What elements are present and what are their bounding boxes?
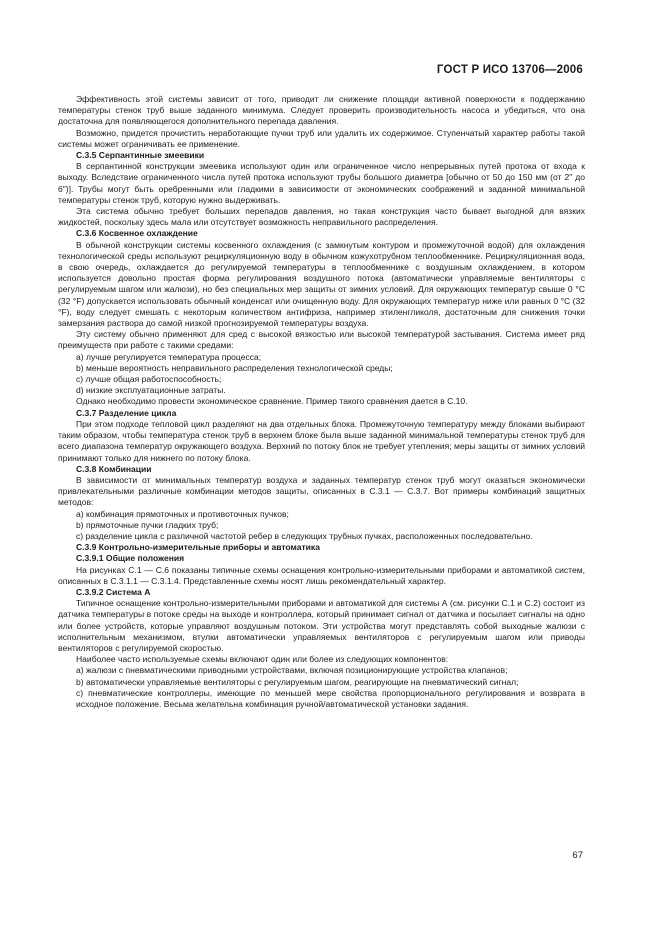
paragraph: При этом подходе тепловой цикл разделяют на два отдельных блока. Промежуточную температуру между блоками выбирают таким образом, чтобы температура стенок труб в верхнем блоке была выше заданной минимальной температуры стенок труб для всего диапазона температур окружающего воздуха. Верхний по потоку блок не требует утепления; меры защиты от зимних условий принимают только для нижнего по потоку блока.: [58, 418, 585, 463]
list-item: c) пневматические контроллеры, имеющие по меньшей мере свойства пропорционального регулирования и возврата в исходное положение. Весьма желательна комбинация ручной/автоматической установки задания.: [76, 687, 585, 709]
section-heading-c391: С.3.9.1 Общие положения: [76, 553, 185, 564]
section-heading-c36: С.3.6 Косвенное охлаждение: [76, 228, 198, 239]
list-item: a) лучше регулируется температура процесса;: [76, 351, 262, 362]
list-item: b) прямоточные пучки гладких труб;: [76, 519, 219, 530]
list-item: b) автоматически управляемые вентиляторы с регулируемым шагом, реагирующие на пневматический сигнал;: [76, 676, 519, 687]
section-heading-c38: С.3.8 Комбинации: [76, 463, 152, 474]
paragraph: Эту систему обычно применяют для сред с высокой вязкостью или высокой температурой застывания. Система имеет ряд преимуществ при работе с такими средами:: [58, 329, 585, 351]
paragraph: В серпантинной конструкции змеевика используют один или ограниченное число непрерывных путей протока от входа к выходу. Вследствие ограниченного числа путей протока используют трубы большого диаметра [обычно от 50 до 150 мм (от 2" до 6")]. Трубы могут быть оребренными или гладкими в зависимости от экономических соображений и заданной минимальной температуры стенок труб, которую нужно выдерживать.: [58, 161, 585, 205]
list-item: a) жалюзи с пневматическими приводными устройствами, включая позиционирующие устройства клапанов;: [76, 665, 508, 676]
standard-header: ГОСТ Р ИСО 13706—2006: [436, 64, 583, 76]
paragraph: На рисунках С.1 — С.6 показаны типичные схемы оснащения контрольно-измерительными приборами и автоматикой систем, описанных в С.3.1.1 — С.3.1.4. Представленные схемы носят лишь рекомендательный характер.: [58, 564, 585, 586]
page-number: 67: [572, 850, 583, 861]
paragraph: Типичное оснащение контрольно-измерительными приборами и автоматикой для системы А (см. рисунки С.1 и С.2) состоит из датчика температуры в потоке среды на выходе и контроллера, который принимает сигнал от датчика и посылает сигналы на одно или более устройств, которые управляют воздушным потоком. Эти устройства могут представлять собой выходные жалюзи с исполнительным механизмом, втулки автоматически управляемых вентиляторов с регулируемым шагом или приводы вентиляторов с регулируемой скоростью.: [58, 598, 585, 653]
section-heading-c35: С.3.5 Серпантинные змеевики: [76, 150, 205, 161]
paragraph: Эта система обычно требует больших перепадов давления, но такая конструкция часто бывает выгодной для вязких жидкостей, поскольку здесь мала или отсутствует возможность неправильного распределения.: [58, 206, 585, 228]
paragraph: Наиболее часто используемые схемы включают один или более из следующих компонентов:: [76, 654, 449, 665]
list-item: a) комбинация прямоточных и противоточных пучков;: [76, 508, 289, 519]
paragraph: Эффективность этой системы зависит от того, приводит ли снижение площади активной поверхности к поддержанию температуры стенок труб выше заданного минимума. Следует проверить производительность насоса и убедиться, что она достаточна для появляющегося дополнительного перепада давления.: [58, 94, 585, 127]
document-body: [58, 94, 585, 710]
paragraph: Возможно, придется прочистить неработающие пучки труб или удалить их содержимое. Ступенчатый характер работы такой системы может ограничивать ее применение.: [58, 127, 585, 149]
list-item: c) лучше общая работоспособность;: [76, 374, 222, 385]
paragraph: В обычной конструкции системы косвенного охлаждения (с замкнутым контуром и промежуточной водой) для охлаждения технологической среды используют рециркуляционную воду в обычном кожухотрубном теплообменнике. Рециркуляционная вода, в свою очередь, охлаждается до регулируемой температуры в теплообменнике с воздушным охлаждением, в котором используется довольно простая форма регулирования воздушного потока (автоматически управляемые вентиляторы с регулируемым шагом или жалюзи), но без специальных мер защиты от зимних условий. Для окружающих температур свыше 0 °С (32 °F) допускается использовать обычный конденсат или очищенную воду. Для окружающих температур ниже или равных 0 °С (32 °F), воду следует смешать с некоторым количеством антифриза, например этиленгликоля, достаточным для снижения точки замерзания раствора до самой низкой прогнозируемой температуры воздуха.: [58, 239, 585, 329]
list-item: c) разделение цикла с различной частотой ребер в следующих трубных пучках, расположенных последовательно.: [76, 530, 533, 541]
section-heading-c392: С.3.9.2 Система А: [76, 586, 151, 597]
list-item: d) низкие эксплуатационные затраты.: [76, 385, 226, 396]
section-heading-c37: С.3.7 Разделение цикла: [76, 407, 177, 418]
section-heading-c39: С.3.9 Контрольно-измерительные приборы и автоматика: [76, 542, 320, 553]
list-item: b) меньше вероятность неправильного распределения технологической среды;: [76, 362, 393, 373]
paragraph: В зависимости от минимальных температур воздуха и заданных температур стенок труб могут оказаться экономически привлекательными различные комбинации методов защиты, описанных в С.3.1 — С.3.7. Вот примеры комбинаций защитных методов:: [58, 474, 585, 508]
paragraph: Однако необходимо провести экономическое сравнение. Пример такого сравнения дается в С.10.: [76, 396, 468, 407]
